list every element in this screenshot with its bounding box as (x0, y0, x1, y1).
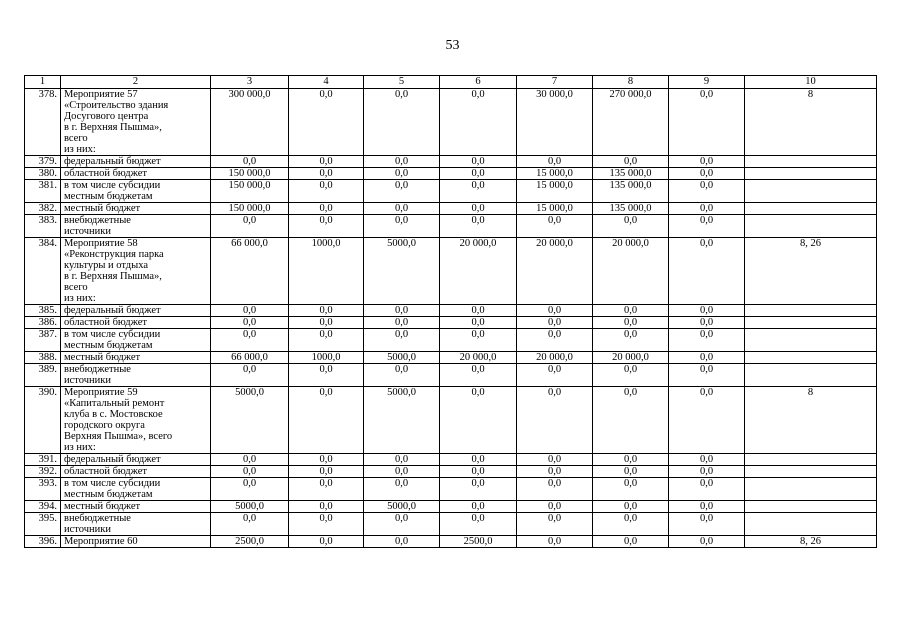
value-cell: 0,0 (669, 387, 745, 454)
value-cell: 0,0 (669, 513, 745, 536)
table-row (25, 387, 877, 454)
value-cell: 0,0 (440, 329, 517, 352)
value-cell: 5000,0 (211, 387, 289, 454)
value-cell: 0,0 (440, 478, 517, 501)
row-number: 388. (25, 352, 61, 364)
header-row (25, 76, 877, 89)
value-cell: 0,0 (211, 466, 289, 478)
value-cell: 0,0 (364, 364, 440, 387)
value-cell: 0,0 (211, 329, 289, 352)
value-cell: 0,0 (517, 501, 593, 513)
value-cell: 15 000,0 (517, 203, 593, 215)
value-cell: 150 000,0 (211, 180, 289, 203)
value-cell: 0,0 (289, 536, 364, 548)
row-description: внебюджетные источники (61, 364, 211, 387)
table-row (25, 364, 877, 387)
table-row (25, 317, 877, 329)
value-cell: 20 000,0 (440, 352, 517, 364)
value-cell: 2500,0 (440, 536, 517, 548)
value-cell: 0,0 (440, 168, 517, 180)
row-number: 395. (25, 513, 61, 536)
value-cell: 0,0 (364, 466, 440, 478)
value-cell: 0,0 (593, 501, 669, 513)
value-cell: 0,0 (593, 478, 669, 501)
column-header: 8 (593, 76, 669, 89)
value-cell: 135 000,0 (593, 168, 669, 180)
value-cell: 0,0 (593, 466, 669, 478)
row-description: федеральный бюджет (61, 305, 211, 317)
row-number: 381. (25, 180, 61, 203)
value-cell: 0,0 (517, 536, 593, 548)
value-cell: 135 000,0 (593, 203, 669, 215)
value-cell: 0,0 (289, 478, 364, 501)
table-row (25, 215, 877, 238)
column-header: 1 (25, 76, 61, 89)
row-description: в том числе субсидии местным бюджетам (61, 180, 211, 203)
value-cell: 0,0 (364, 513, 440, 536)
value-cell (745, 513, 877, 536)
value-cell: 0,0 (669, 203, 745, 215)
value-cell: 0,0 (364, 168, 440, 180)
row-description: федеральный бюджет (61, 454, 211, 466)
value-cell: 0,0 (669, 238, 745, 305)
value-cell: 0,0 (440, 454, 517, 466)
value-cell: 0,0 (364, 156, 440, 168)
value-cell: 15 000,0 (517, 180, 593, 203)
row-description: Мероприятие 58 «Реконструкция парка культуры и отдыха в г. Верхняя Пышма», всего из них: (61, 238, 211, 305)
row-number: 393. (25, 478, 61, 501)
value-cell: 0,0 (440, 215, 517, 238)
value-cell (745, 215, 877, 238)
value-cell: 0,0 (289, 156, 364, 168)
value-cell: 0,0 (289, 305, 364, 317)
value-cell: 0,0 (669, 89, 745, 156)
value-cell: 5000,0 (364, 501, 440, 513)
table-row (25, 478, 877, 501)
column-header: 9 (669, 76, 745, 89)
value-cell: 0,0 (669, 501, 745, 513)
column-header: 3 (211, 76, 289, 89)
table-row (25, 203, 877, 215)
value-cell: 0,0 (289, 168, 364, 180)
value-cell: 0,0 (440, 305, 517, 317)
value-cell: 0,0 (364, 215, 440, 238)
table-row (25, 168, 877, 180)
value-cell: 20 000,0 (517, 238, 593, 305)
value-cell: 8 (745, 89, 877, 156)
value-cell: 0,0 (669, 317, 745, 329)
page-number: 53 (445, 38, 460, 53)
value-cell (745, 364, 877, 387)
table-row (25, 305, 877, 317)
value-cell: 8, 26 (745, 238, 877, 305)
row-number: 391. (25, 454, 61, 466)
value-cell: 0,0 (440, 501, 517, 513)
table-row (25, 513, 877, 536)
row-description: областной бюджет (61, 466, 211, 478)
value-cell: 0,0 (669, 156, 745, 168)
budget-table (24, 75, 877, 548)
table-row (25, 89, 877, 156)
value-cell: 0,0 (669, 364, 745, 387)
value-cell: 0,0 (289, 513, 364, 536)
table-row (25, 454, 877, 466)
value-cell: 0,0 (440, 364, 517, 387)
column-header: 2 (61, 76, 211, 89)
value-cell: 0,0 (669, 215, 745, 238)
value-cell: 300 000,0 (211, 89, 289, 156)
value-cell: 0,0 (669, 168, 745, 180)
column-header: 5 (364, 76, 440, 89)
value-cell: 0,0 (211, 513, 289, 536)
value-cell: 0,0 (593, 387, 669, 454)
value-cell: 0,0 (517, 364, 593, 387)
value-cell (745, 352, 877, 364)
value-cell: 2500,0 (211, 536, 289, 548)
value-cell: 135 000,0 (593, 180, 669, 203)
value-cell (745, 478, 877, 501)
value-cell: 150 000,0 (211, 203, 289, 215)
column-header: 4 (289, 76, 364, 89)
row-number: 385. (25, 305, 61, 317)
value-cell: 0,0 (211, 478, 289, 501)
value-cell: 150 000,0 (211, 168, 289, 180)
value-cell: 0,0 (593, 454, 669, 466)
value-cell: 0,0 (517, 329, 593, 352)
value-cell: 0,0 (364, 305, 440, 317)
value-cell: 0,0 (517, 156, 593, 168)
value-cell: 30 000,0 (517, 89, 593, 156)
value-cell: 66 000,0 (211, 352, 289, 364)
value-cell: 0,0 (593, 364, 669, 387)
row-description: местный бюджет (61, 203, 211, 215)
value-cell: 0,0 (669, 352, 745, 364)
table-row (25, 156, 877, 168)
value-cell: 0,0 (211, 454, 289, 466)
value-cell: 0,0 (364, 180, 440, 203)
value-cell: 66 000,0 (211, 238, 289, 305)
value-cell: 0,0 (669, 329, 745, 352)
column-header: 6 (440, 76, 517, 89)
row-number: 379. (25, 156, 61, 168)
row-number: 390. (25, 387, 61, 454)
value-cell: 0,0 (517, 317, 593, 329)
value-cell: 0,0 (289, 89, 364, 156)
value-cell: 0,0 (517, 478, 593, 501)
value-cell: 20 000,0 (593, 352, 669, 364)
value-cell: 0,0 (440, 317, 517, 329)
value-cell: 0,0 (289, 180, 364, 203)
table-row (25, 536, 877, 548)
value-cell: 0,0 (364, 454, 440, 466)
value-cell: 0,0 (440, 89, 517, 156)
row-description: областной бюджет (61, 168, 211, 180)
value-cell: 0,0 (289, 215, 364, 238)
table-body (25, 89, 877, 548)
value-cell: 0,0 (593, 536, 669, 548)
value-cell: 5000,0 (211, 501, 289, 513)
row-number: 382. (25, 203, 61, 215)
value-cell (745, 180, 877, 203)
value-cell: 0,0 (289, 501, 364, 513)
row-number: 392. (25, 466, 61, 478)
value-cell: 20 000,0 (440, 238, 517, 305)
value-cell: 0,0 (364, 478, 440, 501)
value-cell: 15 000,0 (517, 168, 593, 180)
value-cell: 0,0 (517, 454, 593, 466)
value-cell: 0,0 (211, 317, 289, 329)
value-cell: 0,0 (669, 466, 745, 478)
value-cell: 0,0 (669, 536, 745, 548)
value-cell: 0,0 (440, 180, 517, 203)
row-description: Мероприятие 59 «Капитальный ремонт клуба в с. Мостовское городского округа Верхняя Пышма», всего из них: (61, 387, 211, 454)
row-description: федеральный бюджет (61, 156, 211, 168)
value-cell: 0,0 (211, 364, 289, 387)
value-cell: 0,0 (593, 513, 669, 536)
table-row (25, 352, 877, 364)
row-number: 387. (25, 329, 61, 352)
value-cell: 0,0 (289, 454, 364, 466)
value-cell: 0,0 (440, 466, 517, 478)
row-number: 380. (25, 168, 61, 180)
value-cell: 20 000,0 (593, 238, 669, 305)
value-cell: 0,0 (211, 215, 289, 238)
value-cell: 0,0 (593, 329, 669, 352)
value-cell: 5000,0 (364, 352, 440, 364)
value-cell: 0,0 (440, 156, 517, 168)
value-cell: 0,0 (211, 305, 289, 317)
value-cell: 0,0 (593, 305, 669, 317)
table-row (25, 466, 877, 478)
value-cell: 0,0 (517, 466, 593, 478)
value-cell: 0,0 (211, 156, 289, 168)
row-number: 384. (25, 238, 61, 305)
row-description: Мероприятие 57 «Строительство здания Досугового центра в г. Верхняя Пышма», всего из них: (61, 89, 211, 156)
row-description: местный бюджет (61, 501, 211, 513)
table-row (25, 501, 877, 513)
value-cell (745, 466, 877, 478)
value-cell (745, 501, 877, 513)
column-header: 7 (517, 76, 593, 89)
value-cell: 0,0 (364, 536, 440, 548)
row-number: 394. (25, 501, 61, 513)
value-cell: 0,0 (364, 203, 440, 215)
value-cell: 0,0 (517, 305, 593, 317)
value-cell: 0,0 (364, 89, 440, 156)
value-cell (745, 156, 877, 168)
value-cell: 0,0 (517, 215, 593, 238)
value-cell: 0,0 (289, 329, 364, 352)
value-cell: 20 000,0 (517, 352, 593, 364)
value-cell (745, 317, 877, 329)
value-cell (745, 454, 877, 466)
value-cell: 0,0 (289, 203, 364, 215)
row-number: 383. (25, 215, 61, 238)
table-header (25, 76, 877, 89)
value-cell (745, 305, 877, 317)
value-cell: 5000,0 (364, 387, 440, 454)
value-cell: 0,0 (440, 387, 517, 454)
value-cell: 0,0 (669, 454, 745, 466)
row-description: внебюджетные источники (61, 215, 211, 238)
row-description: в том числе субсидии местным бюджетам (61, 478, 211, 501)
table-row (25, 329, 877, 352)
value-cell (745, 329, 877, 352)
value-cell (745, 168, 877, 180)
value-cell: 0,0 (593, 215, 669, 238)
value-cell: 0,0 (289, 466, 364, 478)
value-cell: 8 (745, 387, 877, 454)
row-description: областной бюджет (61, 317, 211, 329)
value-cell: 0,0 (593, 156, 669, 168)
value-cell: 0,0 (440, 513, 517, 536)
value-cell: 0,0 (440, 203, 517, 215)
row-description: внебюджетные источники (61, 513, 211, 536)
value-cell: 0,0 (364, 317, 440, 329)
table-row (25, 238, 877, 305)
value-cell: 0,0 (517, 513, 593, 536)
row-description: Мероприятие 60 (61, 536, 211, 548)
value-cell: 0,0 (289, 317, 364, 329)
value-cell: 1000,0 (289, 238, 364, 305)
row-number: 389. (25, 364, 61, 387)
value-cell: 0,0 (517, 387, 593, 454)
value-cell (745, 203, 877, 215)
value-cell: 0,0 (593, 317, 669, 329)
value-cell: 0,0 (289, 364, 364, 387)
row-description: в том числе субсидии местным бюджетам (61, 329, 211, 352)
table-row (25, 180, 877, 203)
value-cell: 5000,0 (364, 238, 440, 305)
row-description: местный бюджет (61, 352, 211, 364)
row-number: 378. (25, 89, 61, 156)
value-cell: 0,0 (364, 329, 440, 352)
value-cell: 270 000,0 (593, 89, 669, 156)
value-cell: 1000,0 (289, 352, 364, 364)
value-cell: 0,0 (669, 305, 745, 317)
row-number: 396. (25, 536, 61, 548)
value-cell: 0,0 (669, 478, 745, 501)
column-header: 10 (745, 76, 877, 89)
value-cell: 0,0 (289, 387, 364, 454)
value-cell: 0,0 (669, 180, 745, 203)
row-number: 386. (25, 317, 61, 329)
value-cell: 8, 26 (745, 536, 877, 548)
